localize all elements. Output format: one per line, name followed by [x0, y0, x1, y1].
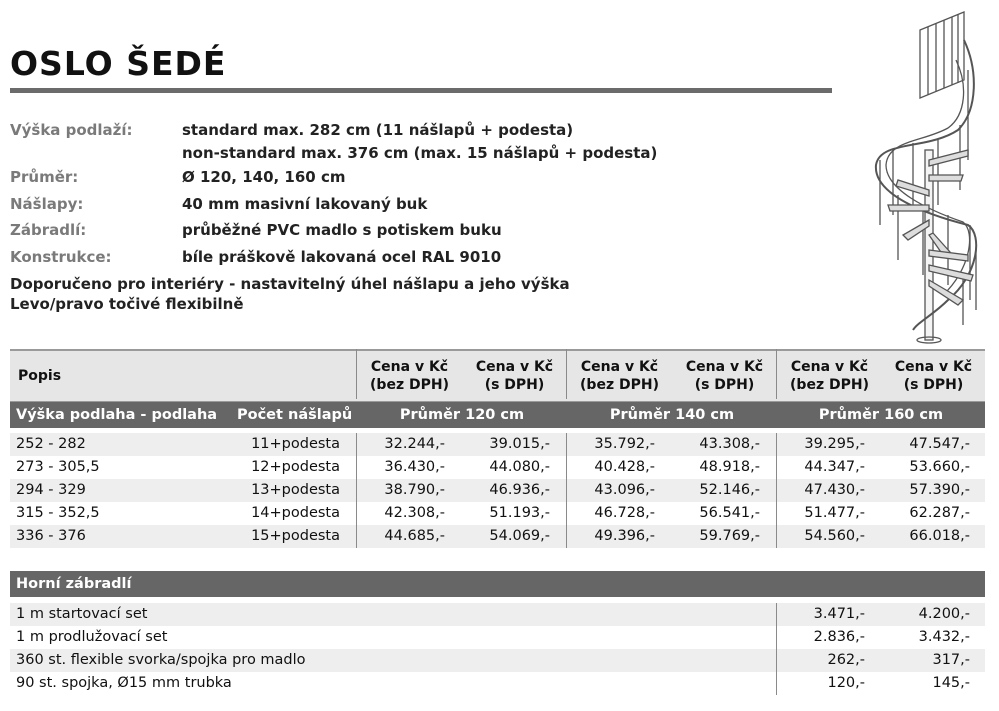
steps-cell: 15+podesta: [251, 528, 340, 544]
column-divider: [776, 603, 777, 695]
steps-cell: 11+podesta: [251, 436, 340, 452]
column-divider: [566, 433, 567, 548]
price-cell: 120,-: [827, 675, 865, 691]
price-cell: 62.287,-: [909, 505, 970, 521]
page-title: OSLO ŠEDÉ: [10, 44, 227, 83]
table-row: [10, 479, 985, 502]
item-name-cell: 1 m startovací set: [16, 606, 148, 622]
price-cell: 44.080,-: [489, 459, 550, 475]
title-underline: [10, 88, 832, 93]
price-cell: 47.547,-: [909, 436, 970, 452]
price-cell: 4.200,-: [918, 606, 970, 622]
price-cell: 2.836,-: [813, 629, 865, 645]
height-cell: 315 - 352,5: [16, 505, 100, 521]
price-col-header-line: (bez DPH): [580, 377, 659, 393]
price-cell: 51.193,-: [489, 505, 550, 521]
price-col-header: [567, 351, 672, 401]
price-col-header-line: (bez DPH): [790, 377, 869, 393]
table-row: [10, 456, 985, 479]
price-cell: 40.428,-: [594, 459, 655, 475]
price-col-header: [462, 351, 567, 401]
price-cell: 52.146,-: [699, 482, 760, 498]
price-cell: 56.541,-: [699, 505, 760, 521]
price-table-subheader: [10, 402, 985, 428]
spec-value-diameter: Ø 120, 140, 160 cm: [182, 168, 346, 186]
column-divider: [356, 349, 357, 399]
price-cell: 43.308,-: [699, 436, 760, 452]
price-cell: 3.471,-: [813, 606, 865, 622]
table-row: [10, 502, 985, 525]
popis-header: Popis: [18, 368, 62, 384]
price-col-header-line: Cena v Kč: [685, 359, 764, 375]
price-cell: 53.660,-: [909, 459, 970, 475]
steps-col-header: Počet nášlapů: [237, 407, 353, 423]
price-cell: 32.244,-: [384, 436, 445, 452]
steps-cell: 13+podesta: [251, 482, 340, 498]
price-col-header-line: Cena v Kč: [894, 359, 973, 375]
price-col-header-line: Cena v Kč: [790, 359, 869, 375]
price-cell: 3.432,-: [918, 629, 970, 645]
price-cell: 145,-: [932, 675, 970, 691]
price-col-header-line: Cena v Kč: [475, 359, 554, 375]
price-cell: 46.936,-: [489, 482, 550, 498]
price-cell: 42.308,-: [384, 505, 445, 521]
spec-label-height: Výška podlaží:: [10, 121, 133, 139]
table-row: [10, 603, 985, 626]
diameter-group-header: Průměr 120 cm: [399, 407, 525, 423]
height-cell: 336 - 376: [16, 528, 86, 544]
spec-label-railing: Zábradlí:: [10, 221, 87, 239]
price-col-header: [357, 351, 462, 401]
note-rotation: Levo/pravo točivé flexibilně: [10, 295, 244, 313]
height-cell: 273 - 305,5: [16, 459, 100, 475]
spec-value-height: standard max. 282 cm (11 nášlapů + podesta): [182, 121, 574, 139]
item-name-cell: 1 m prodlužovací set: [16, 629, 168, 645]
price-cell: 66.018,-: [909, 528, 970, 544]
price-cell: 54.560,-: [804, 528, 865, 544]
height-cell: 294 - 329: [16, 482, 86, 498]
spec-label-construction: Konstrukce:: [10, 248, 112, 266]
spiral-staircase-illustration: [868, 0, 998, 345]
price-table: [10, 349, 985, 549]
price-cell: 59.769,-: [699, 528, 760, 544]
spec-label-diameter: Průměr:: [10, 168, 79, 186]
price-cell: 36.430,-: [384, 459, 445, 475]
price-cell: 44.685,-: [384, 528, 445, 544]
price-cell: 317,-: [932, 652, 970, 668]
price-col-header-line: (s DPH): [903, 377, 964, 393]
railing-table-header: [10, 571, 985, 597]
diameter-group-header: Průměr 160 cm: [818, 407, 944, 423]
table-row: [10, 433, 985, 456]
note-interior: Doporučeno pro interiéry - nastavitelný úhel nášlapu a jeho výška: [10, 275, 570, 293]
railing-title: Horní zábradlí: [16, 576, 132, 592]
spec-value-construction: bíle práškově lakovaná ocel RAL 9010: [182, 248, 502, 266]
spec-value-treads: 40 mm masivní lakovaný buk: [182, 195, 428, 213]
height-col-header: Výška podlaha - podlaha: [16, 407, 218, 423]
price-cell: 35.792,-: [594, 436, 655, 452]
table-row: [10, 626, 985, 649]
price-col-header-line: Cena v Kč: [370, 359, 449, 375]
table-row: [10, 672, 985, 695]
spec-label-treads: Nášlapy:: [10, 195, 84, 213]
price-cell: 43.096,-: [594, 482, 655, 498]
steps-cell: 12+podesta: [251, 459, 340, 475]
price-cell: 46.728,-: [594, 505, 655, 521]
price-col-header-line: Cena v Kč: [580, 359, 659, 375]
column-divider: [776, 433, 777, 548]
price-col-header: [882, 351, 985, 401]
steps-cell: 14+podesta: [251, 505, 340, 521]
column-divider: [356, 433, 357, 548]
price-col-header: [672, 351, 777, 401]
spec-value-railing: průběžné PVC madlo s potiskem buku: [182, 221, 502, 239]
price-col-header-line: (s DPH): [694, 377, 755, 393]
price-cell: 39.015,-: [489, 436, 550, 452]
price-col-header-line: (bez DPH): [370, 377, 449, 393]
price-cell: 47.430,-: [804, 482, 865, 498]
table-row: [10, 525, 985, 548]
price-cell: 51.477,-: [804, 505, 865, 521]
price-cell: 39.295,-: [804, 436, 865, 452]
price-cell: 44.347,-: [804, 459, 865, 475]
item-name-cell: 360 st. flexible svorka/spojka pro madlo: [16, 652, 306, 668]
column-divider: [566, 349, 567, 399]
price-cell: 48.918,-: [699, 459, 760, 475]
item-name-cell: 90 st. spojka, Ø15 mm trubka: [16, 675, 232, 691]
price-cell: 57.390,-: [909, 482, 970, 498]
price-cell: 262,-: [827, 652, 865, 668]
diameter-group-header: Průměr 140 cm: [609, 407, 735, 423]
price-table-header: [10, 349, 985, 402]
column-divider: [776, 349, 777, 399]
price-cell: 38.790,-: [384, 482, 445, 498]
price-col-header: [777, 351, 882, 401]
table-row: [10, 649, 985, 672]
railing-table: [10, 571, 985, 701]
price-cell: 49.396,-: [594, 528, 655, 544]
price-col-header-line: (s DPH): [484, 377, 545, 393]
height-cell: 252 - 282: [16, 436, 86, 452]
spec-value-height-nonstandard: non-standard max. 376 cm (max. 15 nášlapů + podesta): [182, 144, 658, 162]
price-cell: 54.069,-: [489, 528, 550, 544]
